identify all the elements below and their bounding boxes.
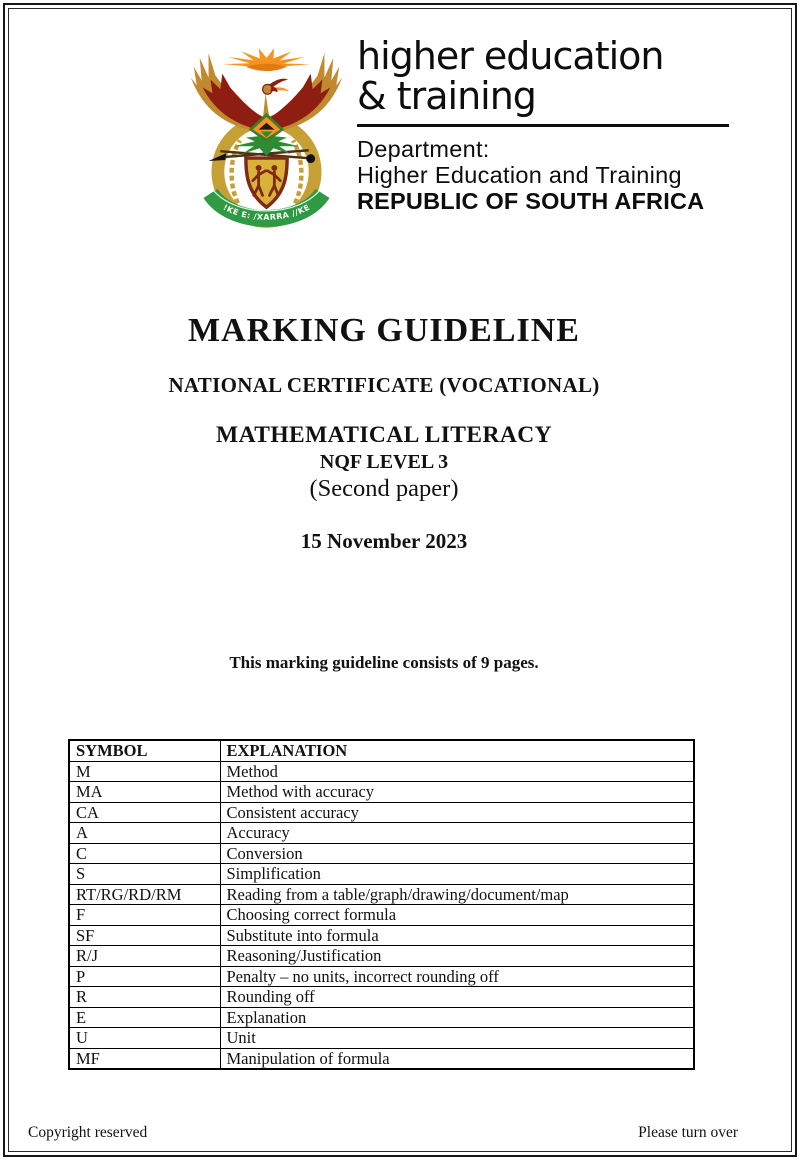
nqf-level: NQF LEVEL 3 (319, 451, 449, 473)
page-title: MARKING GUIDELINE (188, 312, 580, 349)
table-row (69, 864, 694, 885)
explanation-cell: Substitute into formula (220, 925, 694, 946)
paper-label: (Second paper) (309, 475, 459, 502)
symbol-table (68, 739, 695, 1070)
explanation-cell: Choosing correct formula (220, 905, 694, 926)
motto-text: !KE E: /XARRA //KE (221, 202, 312, 222)
subject-title: MATHEMATICAL LITERACY (216, 422, 552, 448)
exam-date: 15 November 2023 (300, 529, 468, 553)
explanation-cell: Rounding off (220, 987, 694, 1008)
explanation-cell: Accuracy (220, 823, 694, 844)
symbol-cell: R/J (69, 946, 220, 967)
symbol-cell: F (69, 905, 220, 926)
table-header-row (69, 740, 694, 761)
logo-divider (357, 124, 729, 127)
explanation-cell: Explanation (220, 1007, 694, 1028)
symbol-cell: RT/RG/RD/RM (69, 884, 220, 905)
explanation-cell: Penalty – no units, incorrect rounding off (220, 966, 694, 987)
explanation-cell: Conversion (220, 843, 694, 864)
symbol-cell: P (69, 966, 220, 987)
footer-copyright: Copyright reserved (28, 1124, 148, 1141)
table-row (69, 925, 694, 946)
table-row (69, 1048, 694, 1069)
explanation-cell: Method (220, 761, 694, 782)
symbol-cell: M (69, 761, 220, 782)
symbol-cell: A (69, 823, 220, 844)
table-row (69, 905, 694, 926)
symbol-cell: SF (69, 925, 220, 946)
symbol-cell: S (69, 864, 220, 885)
table-row (69, 823, 694, 844)
logo-org-line2: & training (357, 74, 536, 118)
table-row (69, 987, 694, 1008)
table-row (69, 946, 694, 967)
explanation-cell: Simplification (220, 864, 694, 885)
explanation-cell: Reasoning/Justification (220, 946, 694, 967)
table-row (69, 782, 694, 803)
explanation-cell: Reading from a table/graph/drawing/document/map (220, 884, 694, 905)
symbol-cell: MA (69, 782, 220, 803)
logo-wordmark (357, 36, 731, 214)
department-label: Department: (357, 135, 490, 162)
explanation-cell: Unit (220, 1028, 694, 1049)
explanation-cell: Method with accuracy (220, 782, 694, 803)
table-row (69, 761, 694, 782)
table-row (69, 843, 694, 864)
department-name: Higher Education and Training (357, 161, 682, 188)
table-row (69, 1007, 694, 1028)
page-footer (28, 1124, 738, 1142)
explanation-column-header: EXPLANATION (220, 740, 694, 761)
symbol-column-header: SYMBOL (69, 740, 220, 761)
dhet-logo (183, 36, 731, 233)
symbol-cell: C (69, 843, 220, 864)
coat-of-arms-icon (183, 36, 350, 233)
symbol-cell: CA (69, 802, 220, 823)
table-row (69, 966, 694, 987)
pages-note: This marking guideline consists of 9 pages. (229, 653, 539, 672)
table-row (69, 1028, 694, 1049)
symbol-cell: R (69, 987, 220, 1008)
explanation-cell: Consistent accuracy (220, 802, 694, 823)
symbol-cell: MF (69, 1048, 220, 1069)
explanation-cell: Manipulation of formula (220, 1048, 694, 1069)
footer-turn-over: Please turn over (638, 1124, 738, 1141)
table-row (69, 802, 694, 823)
symbol-table-body (69, 761, 694, 1069)
logo-org-line1: higher education (357, 34, 664, 78)
symbol-cell: U (69, 1028, 220, 1049)
certificate-title: NATIONAL CERTIFICATE (VOCATIONAL) (168, 373, 600, 397)
country-name: REPUBLIC OF SOUTH AFRICA (357, 187, 705, 214)
sun (223, 48, 310, 71)
symbol-cell: E (69, 1007, 220, 1028)
logo-org-name (357, 36, 731, 116)
table-row (69, 884, 694, 905)
